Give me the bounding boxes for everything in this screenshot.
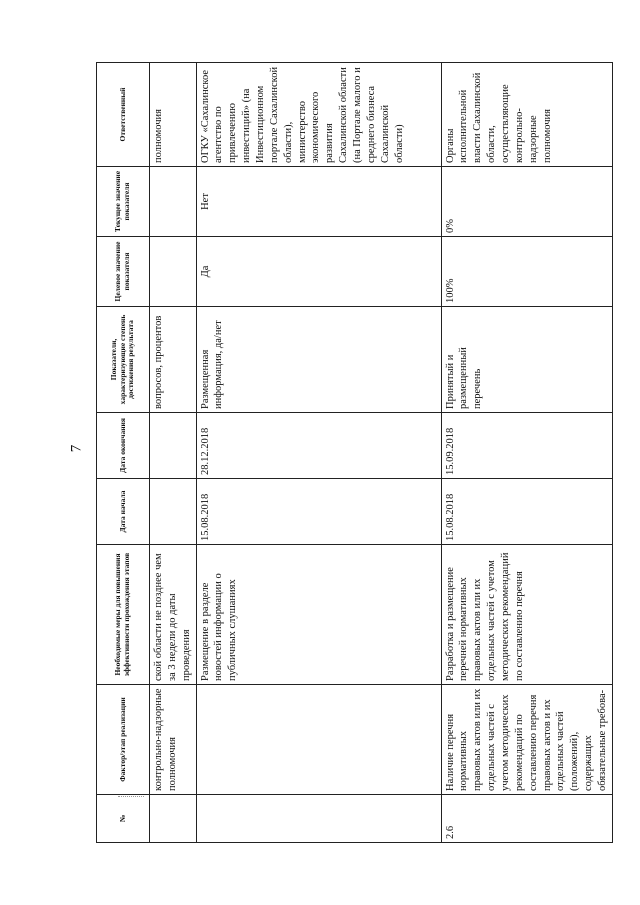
- cell-factor: Наличие перечня нормативных правовых актов или их отдельных частей с учетом методических рекомендаций по составлению перечня правовых актов и их отдельных частей (положений), содержащих обязательные требова-: [441, 685, 612, 795]
- cell-factor: [196, 685, 441, 795]
- cell-target-value: Да: [196, 237, 441, 307]
- measures-table: [96, 62, 613, 843]
- cell-num: 2.6: [441, 795, 612, 843]
- table-row: [196, 63, 441, 843]
- cell-num: [196, 795, 441, 843]
- cell-factor: контрольно-надзорные полномочия: [150, 685, 197, 795]
- cell-end-date: 28.12.2018: [196, 413, 441, 479]
- header-measures: Необходимые меры для повышения эффективности прохождения этапов: [97, 545, 150, 685]
- cell-indicator: Принятый и размещенный перечень: [441, 307, 612, 413]
- cell-start-date: 15.08.2018: [196, 479, 441, 545]
- cell-indicator: вопросов, процентов: [150, 307, 197, 413]
- cell-measures: Разработка и размещение перечней нормативных правовых актов или их отдельных частей с учетом методических рекомендаций по составлению перечня: [441, 545, 612, 685]
- table-header-row: [97, 63, 150, 843]
- cell-current-value: Нет: [196, 167, 441, 237]
- cell-measures: ской области не позднее чем за 3 недели до даты проведения: [150, 545, 197, 685]
- header-end-date: Дата окончания: [97, 413, 150, 479]
- table-row: [441, 63, 612, 843]
- header-responsible: Ответственный: [97, 63, 150, 167]
- document-sheet: [96, 63, 609, 843]
- cell-num: [150, 795, 197, 843]
- header-target-value: Целевое значение показателя: [97, 237, 150, 307]
- cell-end-date: [150, 413, 197, 479]
- header-num: №: [97, 795, 150, 843]
- header-start-date: Дата начала: [97, 479, 150, 545]
- cell-responsible: ОГКУ «Сахалинское агентство по привлечению инвестиций» (на Инвестиционном портале Сахалинской области), министерство экономического развития Сахалинской области (на Портале малого и среднего бизнеса Сахалинской области): [196, 63, 441, 167]
- table-row: [150, 63, 197, 843]
- header-indicator: Показатели, характеризующие степень достижения результата: [97, 307, 150, 413]
- cell-current-value: 0%: [441, 167, 612, 237]
- cell-responsible: полномочия: [150, 63, 197, 167]
- cell-current-value: [150, 167, 197, 237]
- cell-target-value: 100%: [441, 237, 612, 307]
- cell-indicator: Размещенная информация, да/нет: [196, 307, 441, 413]
- cell-start-date: [150, 479, 197, 545]
- scan-mark: [118, 796, 144, 798]
- header-factor: Фактор/этап реализации: [97, 685, 150, 795]
- cell-target-value: [150, 237, 197, 307]
- cell-start-date: 15.08.2018: [441, 479, 612, 545]
- page-number: 7: [68, 444, 85, 453]
- cell-end-date: 15.09.2018: [441, 413, 612, 479]
- cell-measures: Размещение в разделе новостей информации о публичных слушаниях: [196, 545, 441, 685]
- cell-responsible: Органы исполнительной власти Сахалинской области, осуществляющие контрольно-надзорные полномочия: [441, 63, 612, 167]
- header-current-value: Текущее значение показателя: [97, 167, 150, 237]
